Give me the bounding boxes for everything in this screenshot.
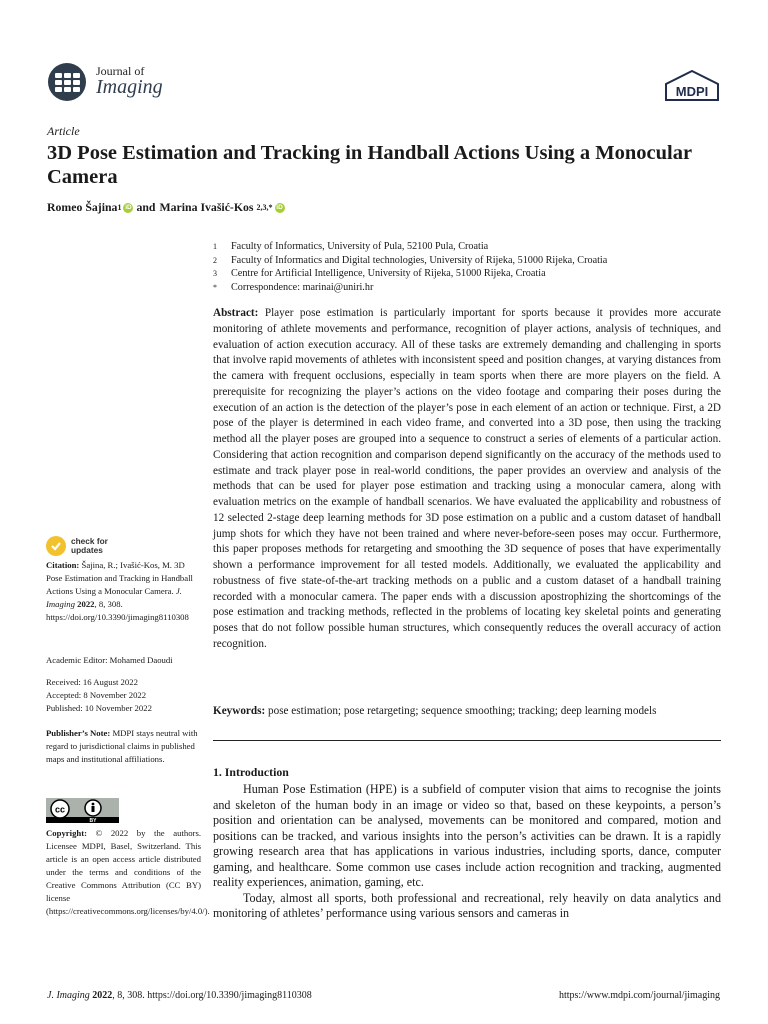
abstract-label: Abstract: <box>213 307 259 319</box>
author-list: Romeo Šajina 1 iD and Marina Ivašić-Kos 2,3,* iD <box>47 200 283 214</box>
author-name: Marina Ivašić-Kos <box>159 200 254 214</box>
affiliations <box>213 240 607 294</box>
article-title: 3D Pose Estimation and Tracking in Handball Actions Using a Monocular Camera <box>47 142 692 188</box>
mdpi-logo-text: MDPI <box>675 84 709 99</box>
affiliation-item <box>213 254 607 268</box>
affiliation-item <box>213 267 607 281</box>
publisher-note-label: Publisher’s Note: <box>46 728 111 738</box>
footer-journal-url[interactable]: https://www.mdpi.com/journal/jimaging <box>558 990 720 1001</box>
citation-block <box>46 559 201 624</box>
keywords-text: pose estimation; pose retargeting; sequence smoothing; tracking; deep learning models <box>268 705 657 717</box>
cc-by-label: BY <box>89 818 97 823</box>
published-date: Published: 10 November 2022 <box>46 703 152 713</box>
article-type: Article <box>47 124 80 138</box>
citation-authors: Šajina, R.; Ivašić-Kos, M. 3D Pose Estimation and Tracking in Handball Actions Using a Monocular Camera. <box>46 560 193 596</box>
citation-year: 2022 <box>77 599 95 609</box>
publisher-note <box>46 727 201 766</box>
keywords <box>213 705 733 717</box>
paragraph: Today, almost all sports, both professional and recreational, rely heavily on data analytics and monitoring of athletes’ performance using various sensors and cameras in <box>213 890 721 920</box>
academic-editor: Academic Editor: Mohamed Daoudi <box>46 655 173 665</box>
abstract <box>213 306 721 653</box>
authors-joiner: and <box>136 200 156 214</box>
paragraph: Human Pose Estimation (HPE) is a subfield of computer vision that aims to recognise the joints and skeleton of the human body in an image or video so that, based on these keypoints, a person’s position and orientation can be analysed, movements can be monitored and compared, motion and positions can be tracked, and various insights into the person’s activities can be drawn. It is a rapidly growing research area that has applications in various industries, including sports, dance, computer gaming, and healthcare. Some common use cases include action recognition and tracking, augmented reality experiences, animation, gaming, etc. <box>213 782 721 889</box>
footer-citation <box>47 990 312 1001</box>
correspondence-text: Correspondence: marinai@uniri.hr <box>231 281 374 293</box>
orcid-icon[interactable]: iD <box>276 203 283 211</box>
affiliation-item <box>213 281 607 295</box>
accepted-date: Accepted: 8 November 2022 <box>46 690 147 700</box>
affiliation-text: Faculty of Informatics, University of Pula, 52100 Pula, Croatia <box>231 241 489 252</box>
mdpi-logo-icon[interactable] <box>664 70 720 102</box>
affiliation-item <box>213 240 607 254</box>
affiliation-number: 1 <box>213 242 217 251</box>
section-divider <box>213 740 721 741</box>
footer-doi: , 8, 308. https://doi.org/10.3390/jimaging8110308 <box>112 990 312 1001</box>
affiliation-number: 2 <box>213 255 217 265</box>
copyright-label: Copyright: <box>46 828 88 838</box>
journal-of-label: Journal of <box>96 64 145 78</box>
footer-journal: J. Imaging <box>47 990 90 1001</box>
journal-logo-icon <box>47 62 87 102</box>
check-updates-label <box>71 537 108 555</box>
check-updates-icon <box>46 536 66 556</box>
check-for-updates-button[interactable] <box>46 536 108 556</box>
check-updates-line1: check for <box>71 536 108 546</box>
keywords-label: Keywords: <box>213 705 266 717</box>
cc-by-license-icon[interactable] <box>46 798 119 823</box>
orcid-icon[interactable]: iD <box>125 203 132 211</box>
affiliation-text: Centre for Artificial Intelligence, University of Rijeka, 51000 Rijeka, Croatia <box>231 268 546 280</box>
abstract-text: Player pose estimation is particularly important for sports because it provides more accurate monitoring of athlete movements and performance, recognition of player actions, analysis of techniques, and evaluation of action execution accuracy. All of these tasks are extremely demanding and challenging in sports that involve rapid movements of athletes with inconsistent speed and position changes, at varying distances from the camera with frequent occlusions, especially in team sports when there are more players on the field. A prerequisite for recognizing the player’s actions on the video footage and comparing their poses during the execution of an action is the detection of the player’s pose in each element of an action or technique. First, a 2D pose of the player is determined in each video frame, and converted into a 3D pose, then using the tracking method all the player poses are grouped into a sequence to construct a series of elements of a particular action. Considering that action recognition and comparison depend significantly on the accuracy of the methods used to estimate and track player pose in real-world conditions, the paper provides an overview and analysis of the methods that can be used for player pose estimation and tracking using a monocular camera, along with evaluation metrics on the example of handball scenarios. We have evaluated the applicability and robustness of 12 selected 2-stage deep learning methods for 3D pose estimation on a public and a custom dataset of handball jump shots for which they have not been trained and where never-before-seen poses may occur. Furthermore, this paper proposes methods for retargeting and smoothing the 3D sequence of poses that have experimentally shown a performance improvement for all tested models. Additionally, we evaluated the applicability and robustness of five state-of-the-art tracking methods on a public and a custom dataset of a handball training recorded with a monocular camera. The paper ends with a discussion apostrophizing the shortcomings of the pose estimation and tracking methods, reflected in the problems of locating key skeletal points and generating poses that do not follow possible human structures, which consequently reduces the overall accuracy of action recognition. <box>213 307 721 650</box>
received-date: Received: 16 August 2022 <box>46 677 138 687</box>
publication-dates <box>46 676 201 715</box>
check-updates-line2: updates <box>71 545 103 555</box>
introduction-body <box>213 782 721 922</box>
svg-text:cc: cc <box>54 804 66 815</box>
affiliation-number: 3 <box>213 269 217 279</box>
author-name: Romeo Šajina <box>47 200 118 214</box>
journal-name: Imaging <box>96 76 163 98</box>
affiliation-number: * <box>213 282 217 292</box>
section-heading: 1. Introduction <box>213 765 289 779</box>
citation-journal: J. Imaging <box>46 586 182 609</box>
citation-label: Citation: <box>46 560 80 570</box>
publisher-note-text: MDPI stays neutral with regard to jurisdictional claims in published maps and institutional affiliations. <box>46 728 198 764</box>
copyright-block <box>46 827 210 918</box>
citation-doi: , 8, 308. https://doi.org/10.3390/jimaging8110308 <box>46 599 189 622</box>
footer-year: 2022 <box>92 990 113 1001</box>
copyright-text: © 2022 by the authors. Licensee MDPI, Basel, Switzerland. This article is an open access article distributed under the terms and conditions of the Creative Commons Attribution (CC BY) license (https://creativecommons.org/licenses/by/4.0/). <box>46 828 210 916</box>
affiliation-text: Faculty of Informatics and Digital technologies, University of Rijeka, 51000 Rijeka, Croatia <box>231 254 608 266</box>
